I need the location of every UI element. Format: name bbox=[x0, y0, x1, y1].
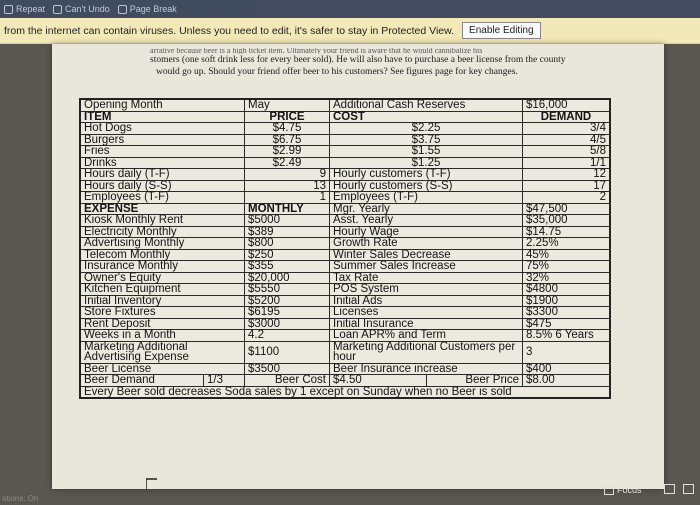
repeat-label: Repeat bbox=[16, 4, 46, 14]
read-mode-icon[interactable] bbox=[664, 484, 675, 494]
table-cell: Initial Inventory bbox=[80, 295, 245, 307]
table-cell: Additional Cash Reserves bbox=[330, 99, 523, 111]
undo-button[interactable] bbox=[53, 4, 110, 14]
page-break-label: Page Break bbox=[129, 4, 177, 14]
table-cell: Growth Rate bbox=[330, 238, 523, 250]
beer-demand-cell bbox=[80, 375, 245, 387]
beer-cost-value: $4.50 bbox=[330, 375, 427, 386]
table-cell: $6195 bbox=[245, 307, 330, 319]
page-break-icon bbox=[118, 5, 127, 14]
page-break-button[interactable] bbox=[118, 4, 177, 14]
beer-cost-price-cell bbox=[330, 375, 523, 387]
table-cell: Licenses bbox=[330, 307, 523, 319]
table-row bbox=[80, 180, 610, 192]
intro-line-2: would go up. Should your friend offer beer to his customers? See figures page for key changes. bbox=[156, 67, 518, 77]
table-cell: 12 bbox=[523, 169, 611, 181]
table-cell: MONTHLY bbox=[245, 203, 330, 215]
status-left: ations: On bbox=[2, 494, 39, 503]
table-row-note bbox=[80, 386, 610, 398]
table-row bbox=[80, 192, 610, 204]
quick-access-toolbar bbox=[0, 0, 700, 18]
table-cell: Weeks in a Month bbox=[80, 330, 245, 342]
table-row bbox=[80, 157, 610, 169]
protected-view-message: from the internet can contain viruses. Unless you need to edit, it's safer to stay in Protected View. bbox=[4, 24, 455, 37]
focus-label: Focus bbox=[617, 485, 642, 495]
table-cell: $35,000 bbox=[523, 215, 611, 227]
table-cell: Burgers bbox=[80, 134, 245, 146]
table-cell: $2.99 bbox=[245, 146, 330, 158]
table-cell: 2 bbox=[523, 192, 611, 204]
table-row bbox=[80, 295, 610, 307]
table-cell: Initial Insurance bbox=[330, 318, 523, 330]
table-row bbox=[80, 169, 610, 181]
table-row bbox=[80, 123, 610, 135]
table-cell: Kiosk Monthly Rent bbox=[80, 215, 245, 227]
table-cell: Hot Dogs bbox=[80, 123, 245, 135]
business-data-table bbox=[79, 98, 611, 399]
table-cell: $389 bbox=[245, 226, 330, 238]
table-cell: Employees (T-F) bbox=[330, 192, 523, 204]
table-cell: Marketing Additional Advertising Expense bbox=[80, 341, 245, 363]
intro-cut-line: arrative because beer is a high ticket item. Ultimately your friend is aware that he would cannibalize his bbox=[150, 48, 483, 54]
table-cell: Asst. Yearly bbox=[330, 215, 523, 227]
table-cell: 13 bbox=[245, 180, 330, 192]
table-cell: Initial Ads bbox=[330, 295, 523, 307]
table-row bbox=[80, 330, 610, 342]
table-cell: 45% bbox=[523, 249, 611, 261]
table-cell: PRICE bbox=[245, 111, 330, 123]
table-cell: $5550 bbox=[245, 284, 330, 296]
table-cell: Hours daily (T-F) bbox=[80, 169, 245, 181]
table-cell: $1.55 bbox=[330, 146, 523, 158]
table-cell: Beer Insurance increase bbox=[330, 363, 523, 375]
table-cell: $5000 bbox=[245, 215, 330, 227]
table-cell: Marketing Additional Customers per hour bbox=[330, 341, 523, 363]
table-cell: $4.75 bbox=[245, 123, 330, 135]
table-cell: Advertising Monthly bbox=[80, 238, 245, 250]
beer-price-label: Beer Price bbox=[465, 374, 519, 386]
focus-button[interactable] bbox=[604, 485, 642, 495]
table-cell: Store Fixtures bbox=[80, 307, 245, 319]
table-cell: $2.25 bbox=[330, 123, 523, 135]
table-cell: $4800 bbox=[523, 284, 611, 296]
table-cell: Employees (T-F) bbox=[80, 192, 245, 204]
table-cell: Opening Month bbox=[80, 99, 245, 111]
table-cell: $5200 bbox=[245, 295, 330, 307]
table-row bbox=[80, 226, 610, 238]
table-cell: Rent Deposit bbox=[80, 318, 245, 330]
table-cell: 8.5% 6 Years bbox=[523, 330, 611, 342]
table-cell: Hourly Wage bbox=[330, 226, 523, 238]
table-cell: Summer Sales Increase bbox=[330, 261, 523, 273]
beer-demand-value: 1/3 bbox=[207, 374, 223, 386]
table-cell: Kitchen Equipment bbox=[80, 284, 245, 296]
table-cell: 9 bbox=[245, 169, 330, 181]
table-cell: Hourly customers (S-S) bbox=[330, 180, 523, 192]
table-cell: $1.25 bbox=[330, 157, 523, 169]
table-cell: $16,000 bbox=[523, 99, 611, 111]
table-cell: 17 bbox=[523, 180, 611, 192]
table-row bbox=[80, 261, 610, 273]
table-cell: 4.2 bbox=[245, 330, 330, 342]
table-row bbox=[80, 215, 610, 227]
table-cell: May bbox=[245, 99, 330, 111]
protected-view-bar bbox=[0, 18, 700, 44]
beer-price-value: $8.00 bbox=[523, 375, 611, 387]
table-cell: $1100 bbox=[245, 341, 330, 363]
table-cell: DEMAND bbox=[523, 111, 611, 123]
table-cell: Mgr. Yearly bbox=[330, 203, 523, 215]
table-row bbox=[80, 284, 610, 296]
table-cell: 3/4 bbox=[523, 123, 611, 135]
table-footer-note: Every Beer sold decreases Soda sales by 1 except on Sunday when no Beer is sold bbox=[80, 386, 610, 398]
table-cell: Fries bbox=[80, 146, 245, 158]
table-cell: Owner's Equity bbox=[80, 272, 245, 284]
table-row bbox=[80, 363, 610, 375]
page-corner-mark bbox=[146, 478, 158, 490]
table-cell: $3300 bbox=[523, 307, 611, 319]
table-cell: Tax Rate bbox=[330, 272, 523, 284]
table-row bbox=[80, 134, 610, 146]
table-cell: Beer License bbox=[80, 363, 245, 375]
table-row-beer bbox=[80, 375, 610, 387]
table-cell: $2.49 bbox=[245, 157, 330, 169]
table-cell: Hourly customers (T-F) bbox=[330, 169, 523, 181]
table-cell: 4/5 bbox=[523, 134, 611, 146]
focus-icon bbox=[604, 486, 614, 495]
table-cell: Hours daily (S-S) bbox=[80, 180, 245, 192]
table-cell: COST bbox=[330, 111, 523, 123]
table-row bbox=[80, 203, 610, 215]
table-cell: $475 bbox=[523, 318, 611, 330]
repeat-icon bbox=[4, 5, 13, 14]
table-row bbox=[80, 272, 610, 284]
table-cell: Electricity Monthly bbox=[80, 226, 245, 238]
table-row bbox=[80, 307, 610, 319]
table-cell: 75% bbox=[523, 261, 611, 273]
table-row bbox=[80, 249, 610, 261]
table-cell: POS System bbox=[330, 284, 523, 296]
table-cell: 1/1 bbox=[523, 157, 611, 169]
table-cell: 5/8 bbox=[523, 146, 611, 158]
enable-editing-button[interactable]: Enable Editing bbox=[462, 22, 541, 39]
table-cell: $3500 bbox=[245, 363, 330, 375]
beer-cost-label: Beer Cost bbox=[245, 375, 330, 387]
undo-label: Can't Undo bbox=[65, 4, 110, 14]
table-cell: Insurance Monthly bbox=[80, 261, 245, 273]
table-row bbox=[80, 341, 610, 363]
table-cell: $1900 bbox=[523, 295, 611, 307]
repeat-button[interactable] bbox=[4, 4, 45, 14]
table-cell: $20,000 bbox=[245, 272, 330, 284]
table-row bbox=[80, 111, 610, 123]
table-cell: $3.75 bbox=[330, 134, 523, 146]
table-cell: $14.75 bbox=[523, 226, 611, 238]
table-cell: 1 bbox=[245, 192, 330, 204]
table-cell: $47,500 bbox=[523, 203, 611, 215]
table-row bbox=[80, 99, 610, 111]
table-cell: $3000 bbox=[245, 318, 330, 330]
table-cell: $800 bbox=[245, 238, 330, 250]
table-cell: Winter Sales Decrease bbox=[330, 249, 523, 261]
table-row bbox=[80, 318, 610, 330]
table-cell: Loan APR% and Term bbox=[330, 330, 523, 342]
table-cell: $6.75 bbox=[245, 134, 330, 146]
table-row bbox=[80, 238, 610, 250]
intro-line-1: stomers (one soft drink less for every beer sold). He will also have to purchase a beer license from the county bbox=[150, 55, 566, 65]
beer-demand-label: Beer Demand bbox=[81, 375, 204, 386]
table-cell: 32% bbox=[523, 272, 611, 284]
undo-icon bbox=[53, 5, 62, 14]
table-cell: ITEM bbox=[80, 111, 245, 123]
table-cell: 2.25% bbox=[523, 238, 611, 250]
table-cell: Telecom Monthly bbox=[80, 249, 245, 261]
table-cell: $355 bbox=[245, 261, 330, 273]
table-row bbox=[80, 146, 610, 158]
table-cell: Drinks bbox=[80, 157, 245, 169]
print-layout-icon[interactable] bbox=[683, 484, 694, 494]
intro-paragraph bbox=[150, 48, 660, 78]
table-cell: EXPENSE bbox=[80, 203, 245, 215]
table-cell: $250 bbox=[245, 249, 330, 261]
table-cell: $400 bbox=[523, 363, 611, 375]
table-cell: 3 bbox=[523, 341, 611, 363]
